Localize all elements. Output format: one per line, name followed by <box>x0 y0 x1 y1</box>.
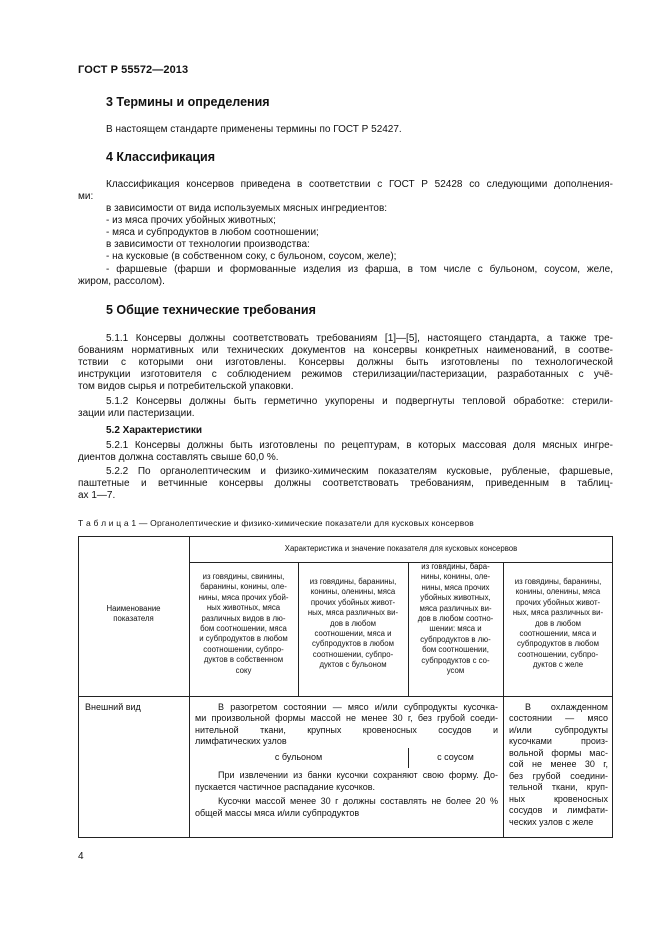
table-border-bottom <box>78 837 613 838</box>
row-name-appearance: Внешний вид <box>85 702 141 712</box>
section-4-line: в зависимости от технологии производства: <box>106 239 310 250</box>
chilled-text-line: сой не менее 30 г, <box>509 759 608 769</box>
section-4-line: Классификация консервов приведена в соответствии с ГОСТ Р 52428 со следующими дополнения- <box>106 179 613 190</box>
section-4-line: - мяса и субпродуктов в любом соотношении; <box>106 227 319 238</box>
extraction-text-line: При извлечении из банки кусочки сохраняют свою форму. До- <box>218 770 498 780</box>
section-4-line: - фаршевые (фарши и формованные изделия из фарша, в том числе с бульоном, соусом, желе, <box>106 264 613 275</box>
section-4-line: жиром, рассолом). <box>78 276 165 287</box>
chilled-text-line: сосудов и лимфати- <box>509 805 608 815</box>
chilled-text-line: В охлажденном <box>525 702 608 712</box>
label-with-sauce: с соусом <box>437 752 474 762</box>
heated-text-line: В разогретом состоянии — мясо и/или субпродукты кусочка- <box>218 702 498 712</box>
chilled-text-line: без грубой соедини- <box>509 771 608 781</box>
section-4-line: ми: <box>78 191 94 202</box>
subheader-jelly: из говядины, баранины, конины, оленины, мяса прочих убойных живот- ных, мяса различных ви- дов в любом соотношении, мяса и субпродуктов в любом соотношении, субпро- дуктов с желе <box>512 577 604 670</box>
chilled-text-line: кусочками произ- <box>509 736 608 746</box>
column-header-group: Характеристика и значение показателя для кусковых консервов <box>284 544 518 553</box>
chilled-text-line: тельной ткани, круп- <box>509 782 608 792</box>
subheader-broth: из говядины, баранины, конины, оленины, мяса прочих убойных живот- ных, мяса различных ви- дов в любом соотношении, мяса и субпродуктов в любом соотношении, субпро- дуктов с бульоном <box>307 577 399 670</box>
section-5-heading: 5 Общие технические требования <box>106 303 316 317</box>
section-5-line: 5.1.1 Консервы должны соответствовать требованиям [1]—[5], настоящего стандарта, а также тре- <box>106 333 613 344</box>
table-divider <box>78 696 613 697</box>
chilled-text-line: и/или субпродукты <box>509 725 608 735</box>
section-5-line: диентов должна составлять свыше 60,0 %. <box>78 452 279 463</box>
subheader-own-juice: из говядины, свинины, баранины, конины, оле- нины, мяса прочих убой- ных животных, мяса различных видов в лю- бом соотношении, мяса и субпродуктов в любом соотношении, субпро- дуктов в собственном соку <box>198 572 289 675</box>
section-4-line: в зависимости от вида используемых мясных ингредиентов: <box>106 203 388 214</box>
small-pieces-text-line: Кусочки массой менее 30 г должны составлять не более 20 % <box>218 796 498 806</box>
page-number: 4 <box>78 851 84 862</box>
classification-table <box>78 536 613 838</box>
small-pieces-text-line: общей массы мяса и/или субпродуктов <box>195 808 360 818</box>
heated-text-line: нительной ткани, крупных кровеносных сосудов и <box>195 725 498 735</box>
table-divider <box>189 562 613 563</box>
column-header-name: Наименование показателя <box>106 604 161 624</box>
section-5-line: 5.2.2 По органолептическим и физико-химическим показателям кусковые, рубленые, фаршевые, <box>106 466 613 477</box>
section-5-line: 5.1.2 Консервы должны быть герметично укупорены и подвергнуты тепловой обработке: стерили- <box>106 396 613 407</box>
label-with-broth: с бульоном <box>274 752 323 762</box>
table-border-left <box>78 536 79 838</box>
chilled-text-line: состоянии — мясо <box>509 713 608 723</box>
chilled-text-line: ных кровеносных <box>509 794 608 804</box>
extraction-text-line: пускается частичное распадание кусочков. <box>195 782 376 792</box>
chilled-text-line: вольной формы мас- <box>509 748 608 758</box>
section-5-line: бованиям нормативных или технических документов на консервы конкретных наименований, в соотве- <box>78 345 613 356</box>
section-3-text: В настоящем стандарте применены термины по ГОСТ Р 52427. <box>106 124 402 135</box>
section-4-line: - на кусковые (в собственном соку, с бульоном, соусом, желе); <box>106 251 397 262</box>
section-3-heading: 3 Термины и определения <box>106 95 270 109</box>
section-5-line: ах 1—7. <box>78 490 116 501</box>
section-4-heading: 4 Классификация <box>106 150 216 164</box>
table-border-top <box>78 536 613 537</box>
section-5-line: том видов сырья и потребительской упаковки. <box>78 381 294 392</box>
subheader-sauce: из говядины, бара- нины, конины, оле- нины, мяса прочих убойных животных, мяса различных ви- дов в любом соотно- шении: мяса и субпродуктов в лю- бом соотношении, субпродуктов с со- усом <box>417 562 494 676</box>
section-5-line: паштетные и ветчинные консервы должны соответствовать требованиям, приведенным в таблиц- <box>78 478 613 489</box>
section-5-line: инструкции изготовителя с соблюдением режимов стерилизации/пастеризации, разработанных с учё- <box>78 369 613 380</box>
section-5-line: 5.2.1 Консервы должны быть изготовлены по рецептурам, в которых массовая доля мясных ингре- <box>106 440 613 451</box>
document-code: ГОСТ Р 55572—2013 <box>78 64 189 76</box>
section-5-line: тствии с которыми они изготовлены. Консервы должны быть изготовлены по технологической <box>78 357 613 368</box>
heated-text-line: лимфатических узлов <box>195 736 287 746</box>
heated-text-line: ми произвольной формы массой не менее 30 г, без грубой соеди- <box>195 713 498 723</box>
section-5-line: зации или пастеризации. <box>78 408 195 419</box>
table-caption: Т а б л и ц а 1 — Органолептические и физико-химические показатели для кусковых консервов <box>78 518 474 528</box>
chilled-text-line: ческих узлов с желе <box>509 817 594 827</box>
section-4-line: - из мяса прочих убойных животных; <box>106 215 276 226</box>
section-5-2-heading: 5.2 Характеристики <box>106 425 203 436</box>
